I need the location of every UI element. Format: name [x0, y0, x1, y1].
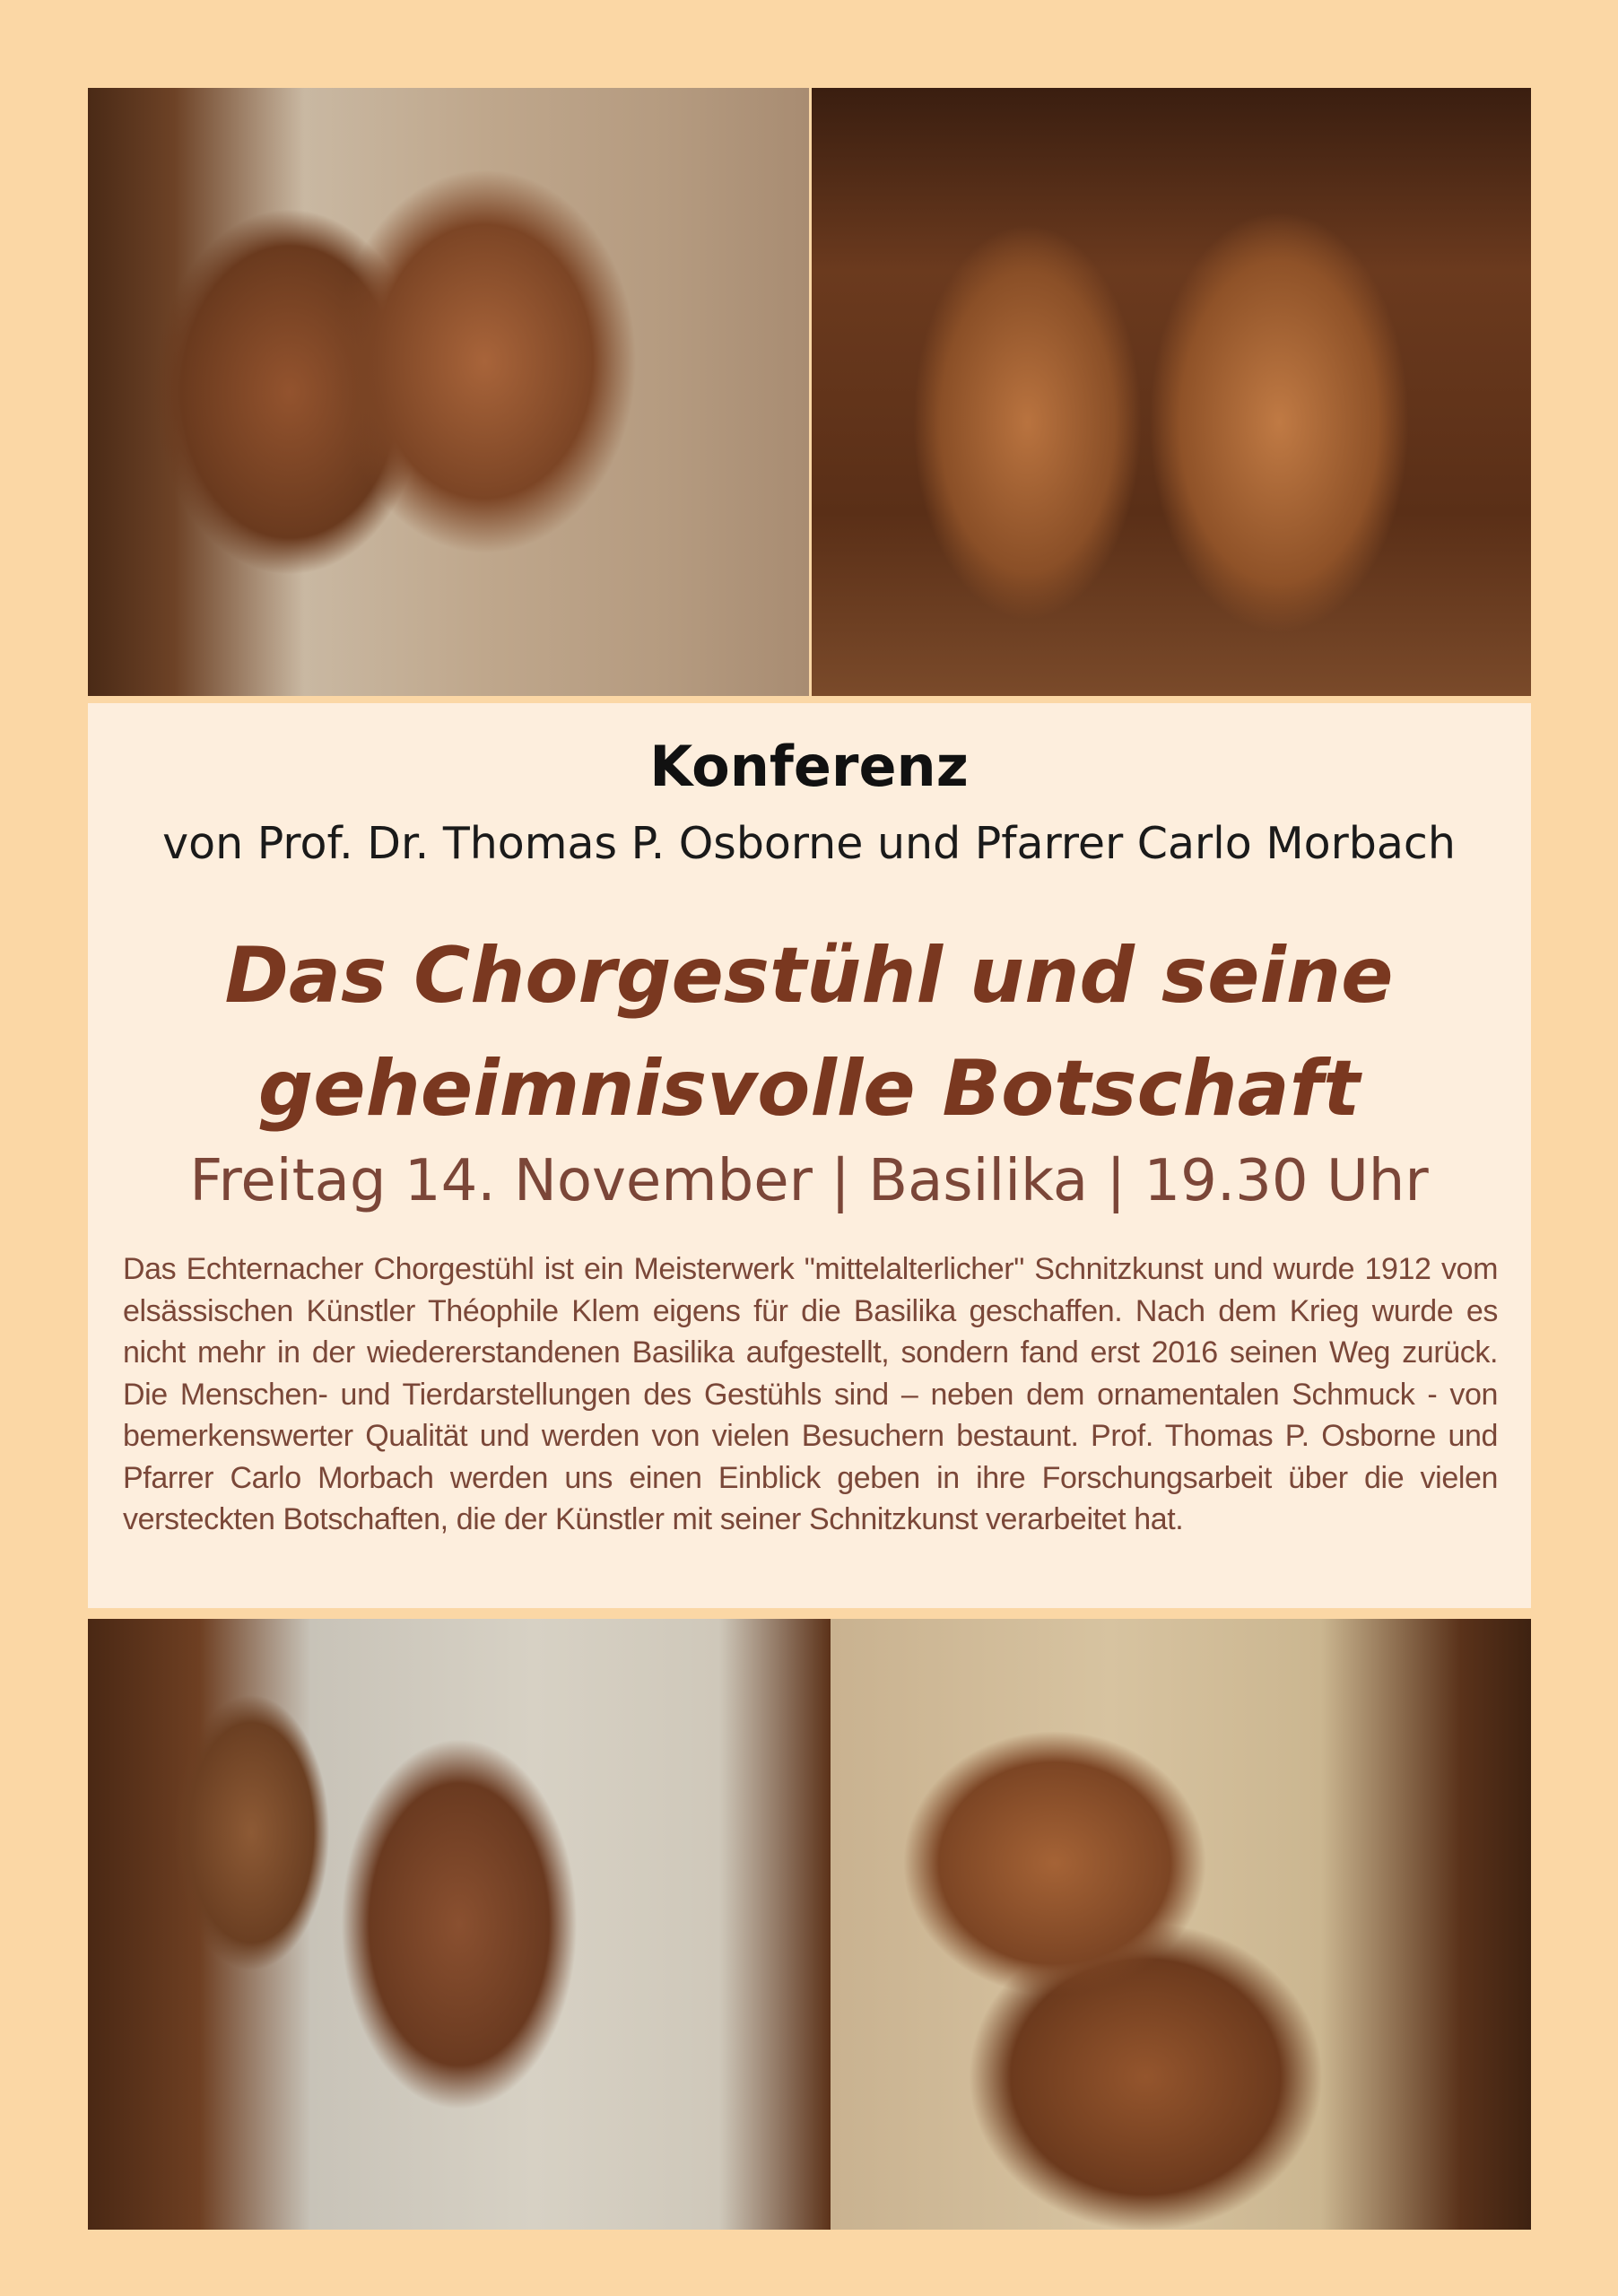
event-description: Das Echternacher Chorgestühl ist ein Meisterwerk "mittelalterlicher" Schnitzkunst und wurde 1912 vom elsässischen Künstler Théophile Klem eigens für die Basilika geschaffen. Nach dem Krieg wurde es nicht mehr in der wiedererstandenen Basilika aufgestellt, sondern fand erst 2016 seinen Weg zurück. Die Menschen- und Tierdarstellungen des Gestühls sind – neben dem ornamentalen Schmuck - von bemerkenswerter Qualität und werden von vielen Besuchern bestaunt. Prof. Thomas P. Osborne und Pfarrer Carlo Morbach werden uns einen Einblick geben in ihre Forschungsarbeit über die vielen versteckten Botschaften, die der Künstler mit seiner Schnitzkunst verarbeitet hat. [123, 1252, 1498, 1536]
photo-carving-demon-and-figure [88, 88, 809, 696]
event-date-location-time: Freitag 14. November | Basilika | 19.30 Uhr [189, 1148, 1429, 1214]
speakers: von Prof. Dr. Thomas P. Osborne und Pfarrer Carlo Morbach [162, 818, 1456, 869]
event-title-line-1: Das Chorgestühl und seine [224, 931, 1394, 1021]
photo-carving-deer-and-birds [831, 1619, 1531, 2230]
event-title [0, 919, 1618, 1145]
event-kicker: Konferenz [649, 734, 969, 799]
event-title-line-2: geheimnisvolle Botschaft [257, 1044, 1361, 1134]
photo-carving-monkeys [812, 88, 1531, 696]
photo-carving-owl-and-monk [88, 1619, 831, 2230]
